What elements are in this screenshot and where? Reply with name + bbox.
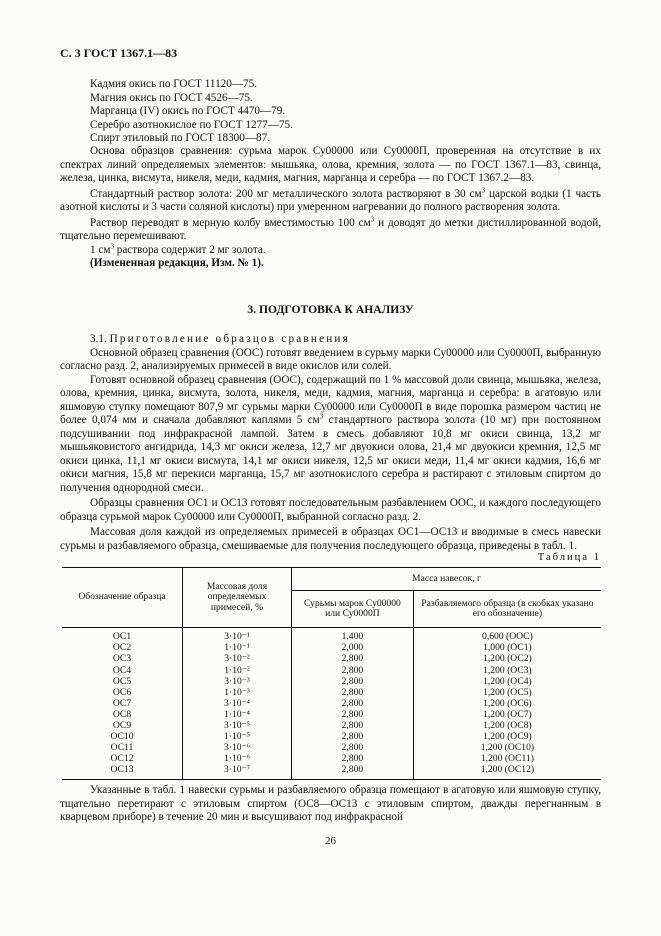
reagent-line: Кадмия окись по ГОСТ 11120—75. [90,78,258,90]
subsection-heading [60,333,601,347]
reagent-list [60,78,601,146]
page-number: 26 [325,835,336,847]
table-row [62,654,601,665]
table-cell: 1,200 (ОС8) [413,721,601,732]
table-cell: 1,200 (ОС5) [413,687,601,698]
table-row [62,628,601,644]
table-cell: ОС13 [62,765,183,780]
table-cell: 2,800 [292,665,414,676]
table-cell: ОС5 [112,675,132,687]
table-cell: 2,800 [292,687,414,698]
table-cell: 1,200 (ОС4) [413,676,601,687]
text-span: Готовят основной образец сравнения (ООС), содержащий по 1 % массовой доли свинца, мышьяка, железа, олова, кремния, цинка, висмута, золота, никеля, меди, кадмия, магния, марганца и серебра: в агатовую или яшмовую ступку помещают 807,9 мг сурьмы марки Су00000 или Су0000П в виде порошка размером частиц не более 0,074 мм и сначала добавляют каплями 5 см [60,373,601,426]
table-cell: 2,800 [292,654,414,665]
reagent-line: Магния окись по ГОСТ 4526—75. [90,91,253,104]
table-row [62,687,601,698]
table-cell: 2,800 [292,721,414,732]
page-header: С. 3 ГОСТ 1367.1—83 [60,46,178,60]
table-cell: ОС7 [112,697,132,709]
text-span: стандартного раствора золота (10 мг) при постоянном подсушивании под инфракрасной лампой. Затем в смесь добавляют 10,8 мг окиси свинца, 13,2 мг мышьяковистого ангидрида, 14,3 мг окиси железа, 12,7 мг двуокиси олова, 21,4 мг двуокиси кремния, 12,5 мг окиси цинка, 11,1 мг окиси висмута, 14,1 мг окиси никеля, 12,5 мг окиси меди, 11,4 мг окиси кадмия, 16,6 мг окиси магния, 15,8 мг перекиси марганца, 15,7 мг азотнокислого серебра и растирают с этиловым спиртом до получения однородной смеси. [60,414,601,494]
paragraph-block-3 [60,784,601,825]
text-span: 1 см [90,243,111,256]
table-cell: 2,800 [292,754,414,765]
table-cell: 0,600 (ООС) [413,628,601,644]
table-cell: ОС6 [112,686,132,698]
table-cell: ОС1 [112,631,132,643]
table-cell: 3·10⁻² [183,654,292,665]
table-cell: 1,200 (ОС9) [413,732,601,743]
table-cell: 3·10⁻³ [183,676,292,687]
table-cell: 2,800 [292,710,414,721]
paragraph-block-1 [60,145,601,271]
table-cell: 1·10⁻⁶ [183,754,292,765]
text-span: царской водки (1 часть азотной кислоты и 3 части соляной кислоты) при умеренном нагревании до полного растворения золота. [60,187,601,213]
table-cell: 3·10⁻⁷ [183,765,292,780]
table-cell: 2,800 [292,676,414,687]
superscript: 3 [319,412,324,421]
table-1 [62,567,601,780]
text-span: и доводят до метки дистиллированной водой, тщательно перемешивают. [60,216,601,242]
table-cell: 2,800 [292,732,414,743]
table-caption: Таблица 1 [537,552,601,563]
superscript: 3 [370,214,375,223]
table-cell: 1,000 (ОС1) [413,643,601,654]
table-cell: 1·10⁻¹ [183,643,292,654]
paragraph-gotovyat [60,374,601,496]
table-cell: 1·10⁻⁵ [183,732,292,743]
table-cell: 1,200 (ОС7) [413,710,601,721]
table-cell: 1·10⁻³ [183,687,292,698]
table-row [62,699,601,710]
paragraph-standard [60,185,601,215]
section-title: 3. ПОДГОТОВКА К АНАЛИЗУ [247,303,414,316]
table-cell: 3·10⁻¹ [183,628,292,644]
table-row [62,765,601,780]
subsection-title: Приготовление образцов сравнения [109,333,350,345]
table-cell: 1,200 (ОС11) [413,754,601,765]
superscript: 3 [481,185,486,194]
col-header-massa: Масса навесок, г [292,568,602,591]
table-body [62,628,601,780]
table-cell: ОС11 [110,742,134,754]
text-span: Раствор переводят в мерную колбу вместимостью 100 см [90,216,371,229]
table-cell: ОС9 [112,720,132,732]
reagent-line: Серебро азотнокислое по ГОСТ 1277—75. [90,118,293,131]
reagent-line: Спирт этиловый по ГОСТ 18300—87. [90,132,271,144]
table-cell: 3·10⁻⁶ [183,743,292,754]
paragraph-massovaya: Массовая доля каждой из определяемых примесей в образцах ОС1—ОС13 и вводимые в смесь навески сурьмы и разбавляемого образца, смешиваемые для получения последующего образца, приведены в табл. 1. [60,526,601,552]
reagent-line: Марганца (IV) окись по ГОСТ 4470—79. [90,105,286,117]
table-cell: 1,200 (ОС10) [413,743,601,754]
table-cell: 1·10⁻² [183,665,292,676]
paragraph-rastvor [60,214,601,244]
table-cell: 2,800 [292,699,414,710]
col-header-dolya: Массовая доля определяемых примесей, % [183,568,292,628]
paragraph-ukazannye: Указанные в табл. 1 навески сурьмы и разбавляемого образца помещают в агатовую или яшмовую ступку, тщательно перетирают с этиловым спиртом (ОС8—ОС13 с этиловым спиртом, дважды перегнанным в кварцевом приборе) в течение 20 мин и высушивают под инфракрасной [60,784,601,823]
table-cell: 1,200 (ОС3) [413,665,601,676]
table-cell: ОС3 [112,653,132,665]
table-cell: 3·10⁻⁵ [183,721,292,732]
col-header-razb: Разбавляемого образца (в скобках указано его обозначение) [413,591,601,628]
table-cell: 2,800 [292,765,414,780]
paragraph-obrazcy: Образцы сравнения ОС1 и ОС13 готовят последовательным разбавлением ООС, и каждого последующего образца сурьмой марок Су00000 или Су0000П, выбранной согласно разд. 2. [60,497,601,523]
table-row [62,665,601,676]
table-cell: 1,200 (ОС12) [413,765,601,780]
paragraph-oos: Основной образец сравнения (ООС) готовят введением в сурьму марки Су00000 или Су0000П, выбранную согласно разд. 2, анализируемых примесей в виде окислов или солей. [60,346,601,372]
table-cell: ОС12 [110,753,134,765]
col-header-surma: Сурьмы марок Су00000 или Су0000П [292,591,414,628]
table-cell: 1,400 [292,628,414,644]
table-cell: 1·10⁻⁴ [183,710,292,721]
col-header-oboz: Обозначение образца [62,568,183,628]
paragraph-osnova: Основа образцов сравнения: сурьма марок Су00000 или Су0000П, проверенная на отсутствие в их спектрах линий определяемых элементов: мышьяка, олова, кремния, золота — по ГОСТ 1367.1—83, свинца, железа, цинка, висмута, никеля, меди, кадмия, магния, марганца и серебра — по ГОСТ 1367.2—83. [60,145,601,184]
table-cell: ОС2 [112,642,132,654]
table-cell: 1,200 (ОС2) [413,654,601,665]
table-cell: ОС4 [112,664,132,676]
text-span: раствора содержит 2 мг золота. [113,243,266,256]
paragraph-one-cm [60,241,601,258]
table-cell: 2,000 [292,643,414,654]
table-row [62,676,601,687]
table-cell: 1,200 (ОС6) [413,699,601,710]
text-span: Стандартный раствор золота: 200 мг металлического золота растворяют в 30 см [90,187,482,200]
table-cell: ОС10 [110,731,134,743]
subsection-number: 3.1. [90,333,107,345]
table-cell: 2,800 [292,743,414,754]
table-cell: 3·10⁻⁴ [183,699,292,710]
paragraph-block-2 [60,333,601,553]
amendment-note: (Измененная редакция, Изм. № 1). [90,257,264,269]
table-cell: ОС8 [112,708,132,720]
superscript: 3 [110,241,114,250]
